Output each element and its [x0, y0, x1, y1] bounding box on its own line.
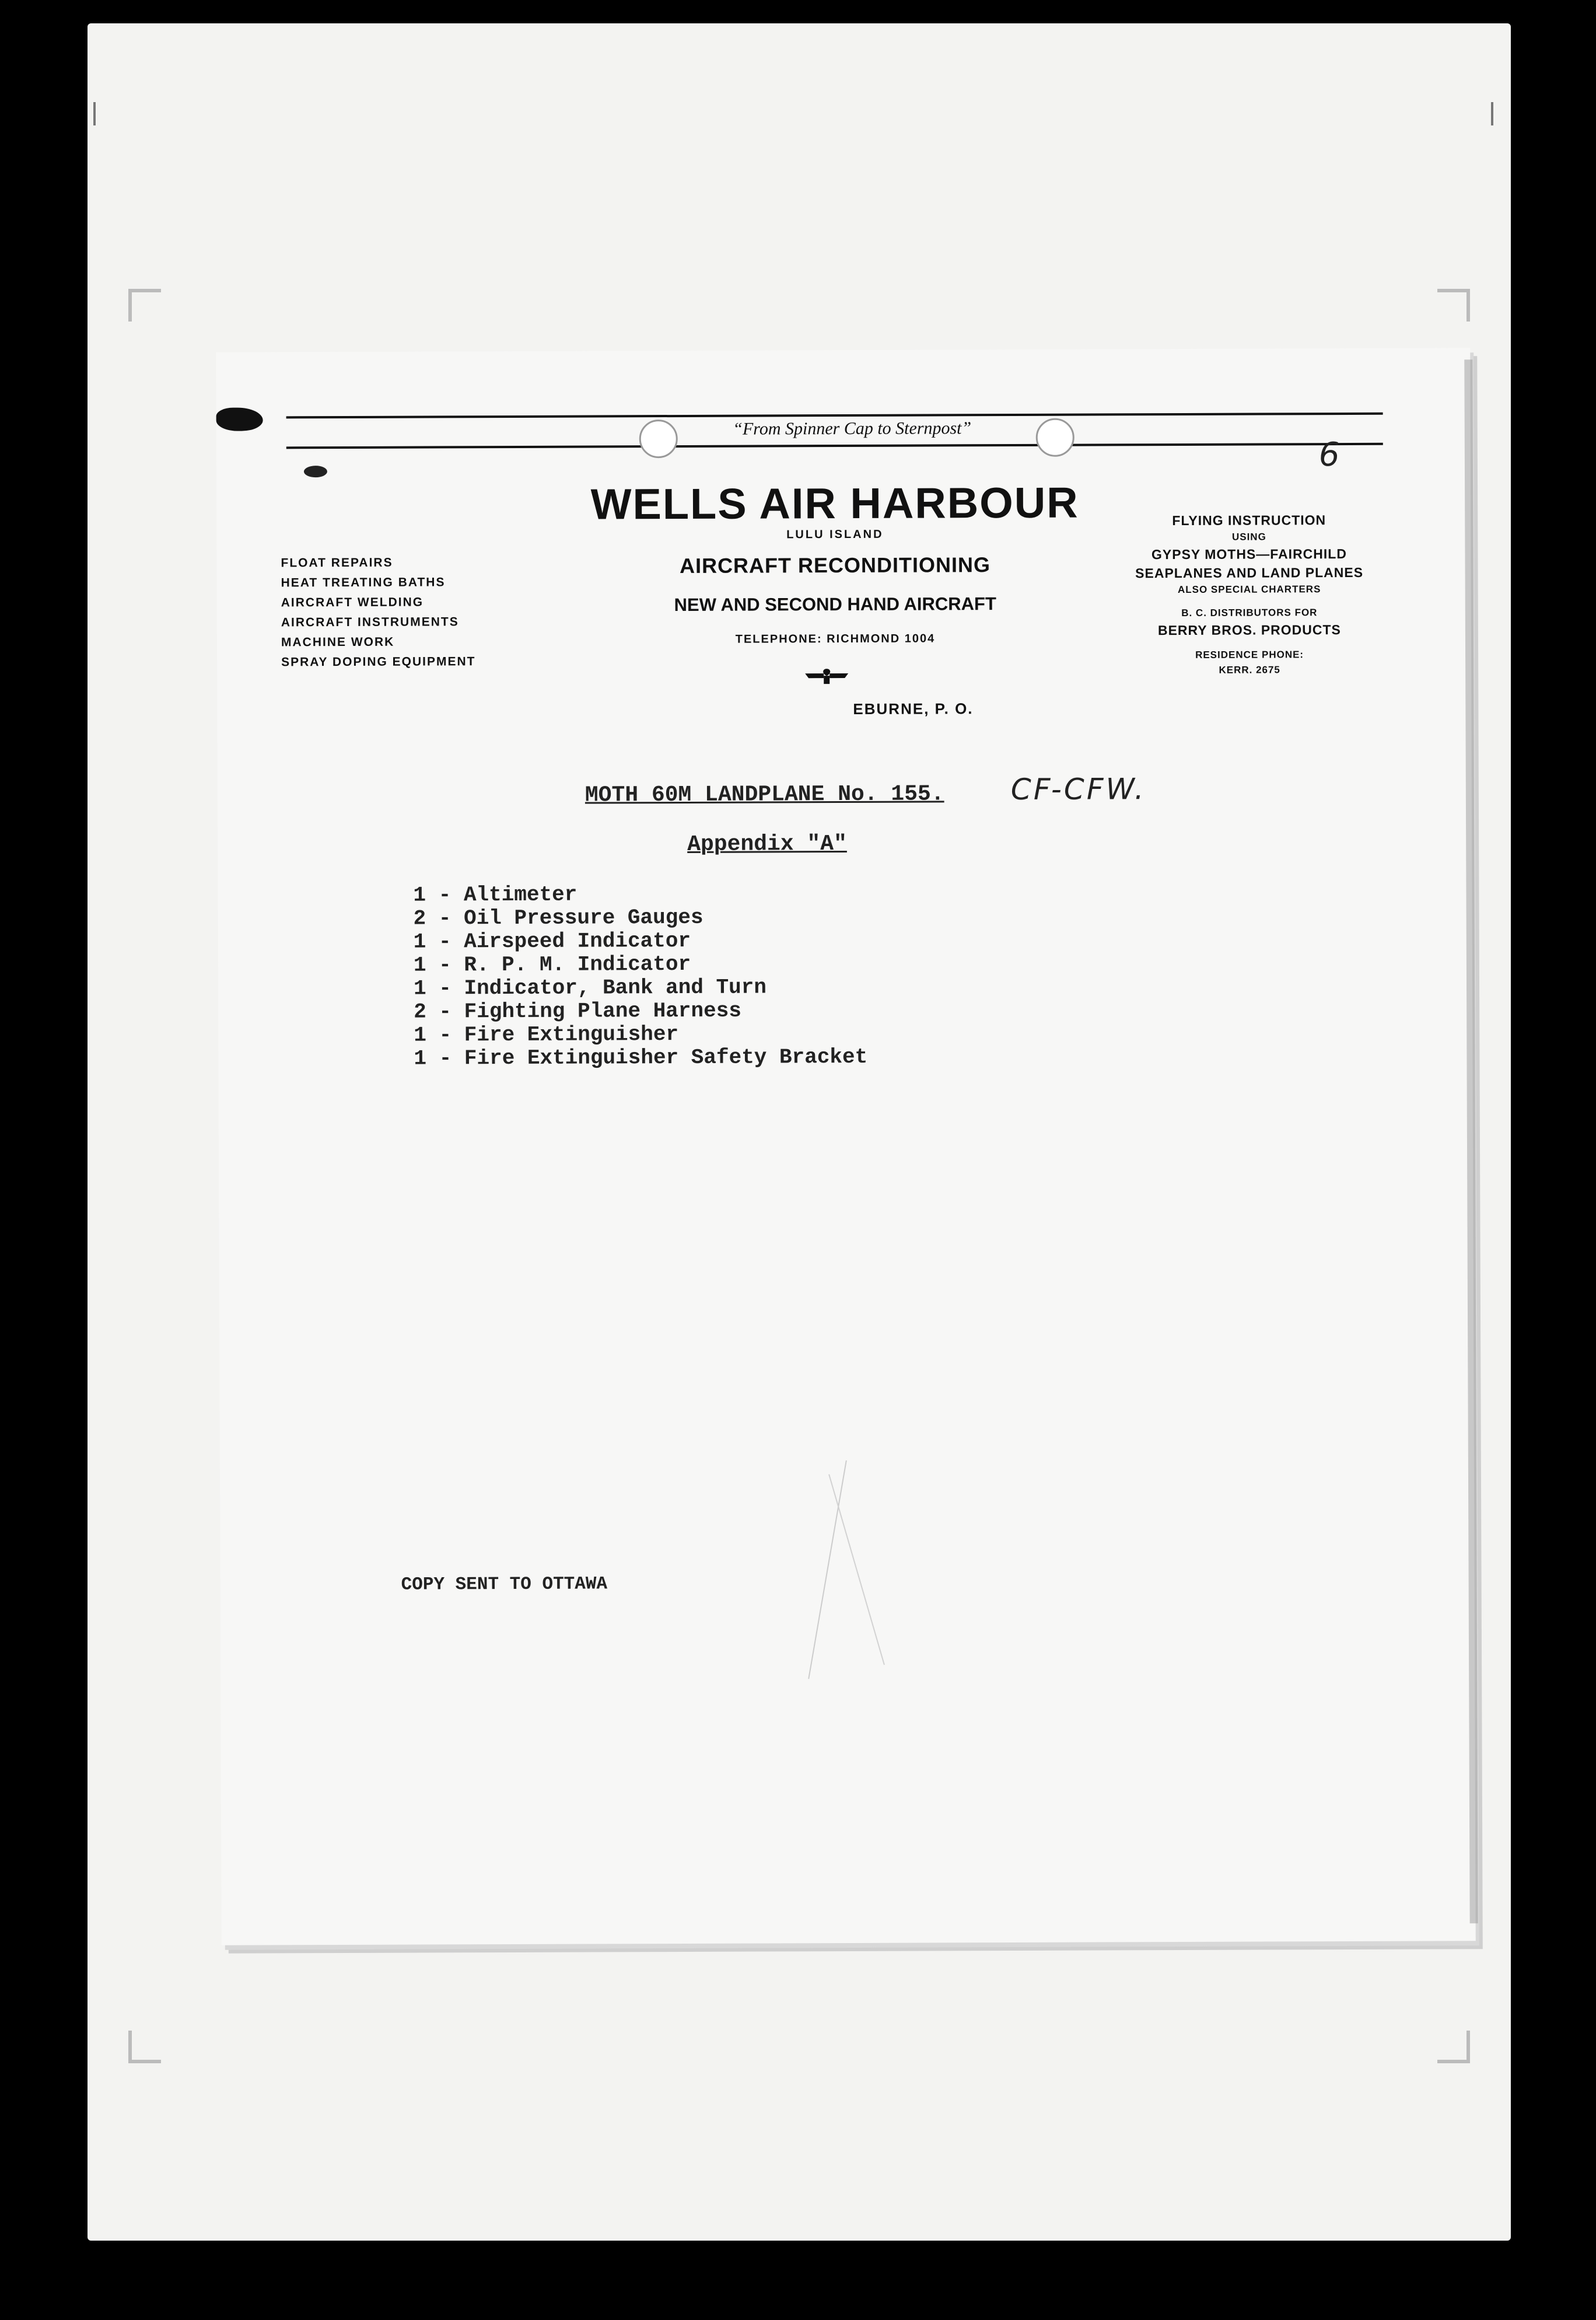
- mount-corner-bottom-left: [128, 2031, 161, 2063]
- company-locality: LULU ISLAND: [786, 527, 884, 541]
- punch-hole-right: [1036, 418, 1074, 457]
- company-service: AIRCRAFT RECONDITIONING: [679, 553, 991, 578]
- flying-instruction-block: [1109, 511, 1390, 679]
- letterhead-rule-top: [286, 413, 1383, 419]
- item-desc: Fire Extinguisher Safety Bracket: [464, 1044, 868, 1071]
- paper-crease: [828, 1474, 885, 1665]
- copy-note: COPY SENT TO OTTAWA: [401, 1574, 608, 1595]
- right-line: BERRY BROS. PRODUCTS: [1157, 622, 1341, 638]
- item-qty: 1: [413, 930, 426, 954]
- mount-tick-left: [93, 102, 96, 125]
- company-name: WELLS AIR HARBOUR: [590, 478, 1079, 529]
- services-list: [281, 553, 475, 672]
- paper-crease: [808, 1461, 847, 1679]
- right-line: USING: [1231, 531, 1266, 543]
- ink-smudge-small: [304, 466, 327, 477]
- right-line: KERR. 2675: [1219, 664, 1280, 676]
- item-desc: Fire Extinguisher: [464, 1022, 679, 1047]
- right-line: FLYING INSTRUCTION: [1172, 512, 1326, 529]
- list-item: 1 - Fire Extinguisher Safety Bracket: [414, 1044, 868, 1071]
- company-phone: TELEPHONE: RICHMOND 1004: [735, 632, 936, 646]
- item-qty: 1: [413, 953, 426, 977]
- letter-sheet: [216, 348, 1476, 1945]
- item-qty: 1: [413, 883, 426, 907]
- service-item: FLOAT REPAIRS: [281, 555, 393, 570]
- mount-corner-top-left: [128, 289, 161, 322]
- document-subject: MOTH 60M LANDPLANE No. 155.: [584, 781, 944, 808]
- right-line: GYPSY MOTHS—FAIRCHILD: [1151, 546, 1347, 562]
- item-qty: 1: [413, 976, 426, 1001]
- item-desc: Indicator, Bank and Turn: [464, 975, 767, 1001]
- item-qty: 2: [414, 1000, 426, 1024]
- service-item: AIRCRAFT INSTRUMENTS: [281, 615, 459, 630]
- postal-address: EBURNE, P. O.: [853, 700, 974, 718]
- mount-corner-bottom-right: [1437, 2031, 1470, 2063]
- item-qty: 1: [414, 1046, 427, 1071]
- mount-tick-right: [1491, 102, 1493, 125]
- ink-smudge: [216, 407, 263, 431]
- wings-emblem-icon: [800, 665, 853, 686]
- punch-hole-left: [639, 420, 678, 458]
- service-item: HEAT TREATING BATHS: [281, 575, 446, 590]
- mount-corner-top-right: [1437, 289, 1470, 322]
- list-item: 2 - Oil Pressure Gauges: [413, 905, 704, 931]
- right-line: B. C. DISTRIBUTORS FOR: [1181, 607, 1318, 619]
- handwritten-registration: CF-CFW.: [1010, 772, 1146, 807]
- item-qty: 1: [414, 1023, 427, 1047]
- letterhead-motto: “From Spinner Cap to Sternpost”: [733, 418, 972, 439]
- item-desc: Altimeter: [463, 882, 578, 907]
- service-item: SPRAY DOPING EQUIPMENT: [281, 655, 476, 669]
- letterhead-rule-bottom: [286, 443, 1383, 449]
- list-item: 1 - Airspeed Indicator: [413, 928, 691, 954]
- right-line: ALSO SPECIAL CHARTERS: [1177, 584, 1321, 596]
- item-desc: Fighting Plane Harness: [464, 998, 741, 1024]
- appendix-title: Appendix "A": [687, 831, 847, 857]
- equipment-list: [413, 882, 867, 1071]
- list-item: 1 - R. P. M. Indicator: [413, 952, 691, 977]
- item-desc: Airspeed Indicator: [464, 928, 691, 954]
- list-item: 1 - Altimeter: [413, 882, 578, 907]
- company-tagline: NEW AND SECOND HAND AIRCRAFT: [674, 593, 996, 616]
- right-line: RESIDENCE PHONE:: [1195, 649, 1304, 661]
- item-desc: R. P. M. Indicator: [464, 952, 691, 977]
- right-line: SEAPLANES AND LAND PLANES: [1135, 564, 1364, 581]
- service-item: MACHINE WORK: [281, 635, 395, 649]
- handwritten-page-number: 6: [1318, 436, 1340, 474]
- item-qty: 2: [413, 906, 426, 931]
- list-item: 2 - Fighting Plane Harness: [414, 998, 741, 1024]
- item-desc: Oil Pressure Gauges: [463, 905, 704, 931]
- service-item: AIRCRAFT WELDING: [281, 595, 424, 610]
- list-item: 1 - Indicator, Bank and Turn: [413, 975, 767, 1001]
- list-item: 1 - Fire Extinguisher: [414, 1022, 679, 1047]
